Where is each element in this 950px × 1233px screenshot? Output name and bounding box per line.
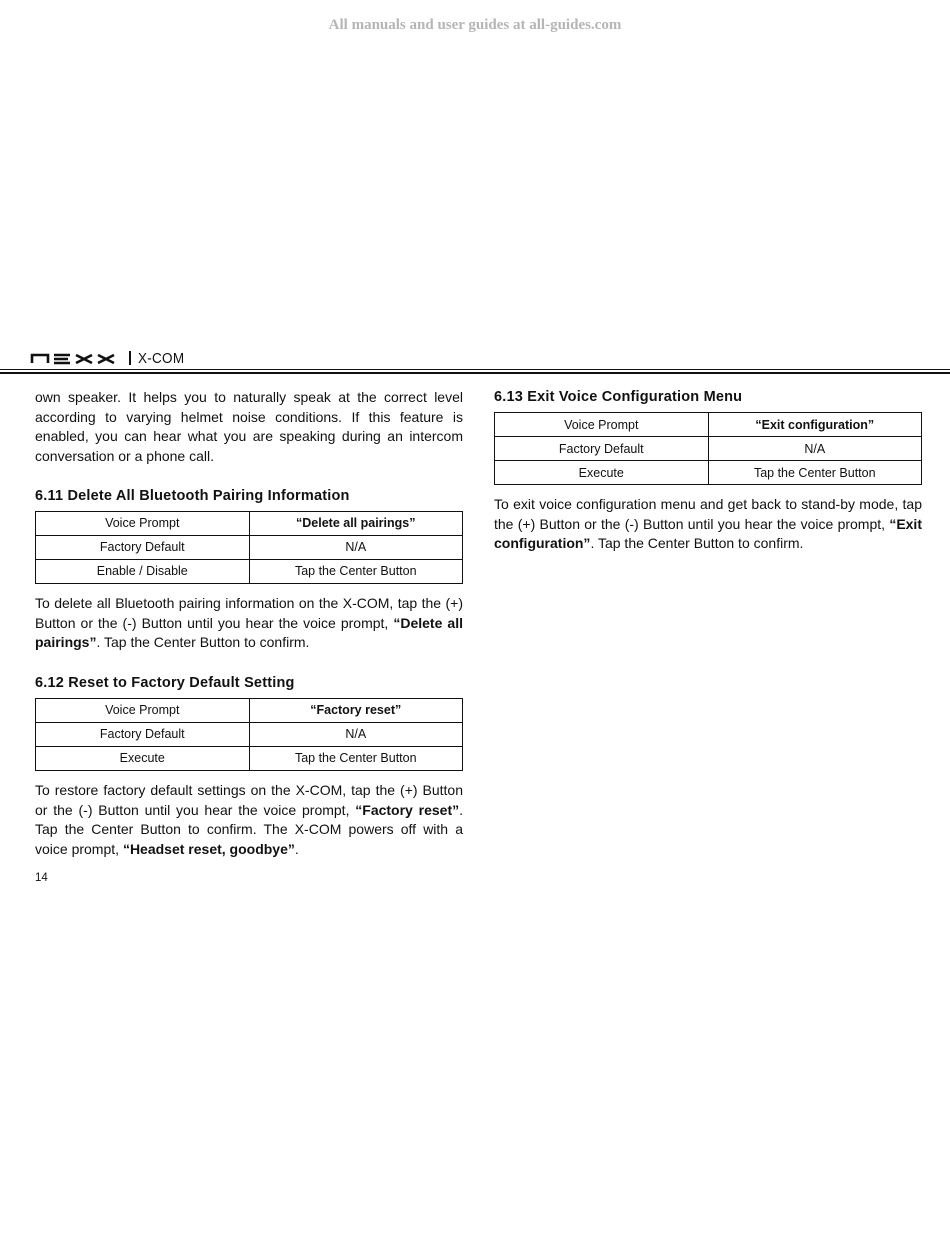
voice-prompt-text: “Headset reset, goodbye” [122, 841, 295, 858]
paragraph-text: To restore factory default settings on the X-COM, tap the (+) Button or the (-) Button until you hear the voice prompt, [35, 781, 463, 818]
table-cell: Voice Prompt [495, 413, 709, 437]
page-number: 14 [35, 872, 48, 884]
table-cell: N/A [249, 722, 463, 746]
section-6-13-title: 6.13 Exit Voice Configuration Menu [494, 389, 743, 405]
section-6-12-paragraph [35, 781, 463, 860]
left-column [35, 388, 463, 860]
table-cell: Voice Prompt [36, 511, 250, 535]
table-row [495, 437, 922, 461]
voice-prompt-text: “Delete all pairings” [35, 614, 464, 651]
voice-prompt-text: “Exit configuration” [494, 515, 922, 552]
table-cell: Tap the Center Button [249, 746, 463, 770]
nexx-logo-icon [30, 351, 126, 365]
paragraph-text: . Tap the Center Button to confirm. [96, 634, 310, 651]
table-cell: Factory Default [36, 535, 250, 559]
table-row [36, 746, 463, 770]
section-6-13-paragraph [494, 495, 922, 554]
intro-paragraph: own speaker. It helps you to naturally speak at the correct level according to varying helmet noise conditions. If this feature is enabled, you can hear what you are speaking during an intercom conversation or a phone call. [35, 389, 463, 465]
table-cell: “Exit configuration” [708, 413, 922, 437]
table-row [495, 413, 922, 437]
table-cell: Tap the Center Button [249, 559, 463, 583]
header-rule-thick [0, 372, 950, 374]
section-6-11-paragraph [35, 594, 463, 653]
section-6-11-table [35, 511, 463, 584]
header-rule-thin [0, 369, 950, 370]
header-separator [129, 351, 131, 365]
paragraph-text: . Tap the Center Button to confirm. [590, 535, 804, 552]
right-column [494, 388, 922, 554]
paragraph-text: . Tap the Center Button to confirm. The X-COM powers off with a voice prompt, [35, 801, 463, 858]
section-6-11-title: 6.11 Delete All Bluetooth Pairing Information [35, 487, 350, 504]
paragraph-text: To exit voice configuration menu and get back to stand-by mode, tap the (+) Button or the (-) Button until you hear the voice prompt, [494, 496, 922, 532]
table-cell: Enable / Disable [36, 559, 250, 583]
section-6-12-table [35, 698, 463, 771]
section-6-13-table [494, 412, 922, 485]
table-cell: Execute [36, 746, 250, 770]
watermark-text: All manuals and user guides at all-guides.com [328, 17, 622, 33]
page-header [30, 347, 190, 369]
table-cell: “Delete all pairings” [249, 511, 463, 535]
table-cell: Factory Default [495, 437, 709, 461]
table-cell: Voice Prompt [36, 698, 250, 722]
voice-prompt-text: “Factory reset” [355, 801, 460, 818]
product-name: X-COM [138, 349, 185, 367]
table-cell: N/A [249, 535, 463, 559]
table-cell: Factory Default [36, 722, 250, 746]
table-row [36, 559, 463, 583]
table-row [36, 722, 463, 746]
paragraph-text: To delete all Bluetooth pairing information on the X-COM, tap the (+) Button or the (-) Button until you hear the voice prompt, [35, 594, 463, 631]
table-row [495, 461, 922, 485]
table-cell: Tap the Center Button [708, 461, 922, 485]
table-row [36, 511, 463, 535]
table-cell: Execute [495, 461, 709, 485]
table-row [36, 698, 463, 722]
table-cell: “Factory reset” [249, 698, 463, 722]
table-cell: N/A [708, 437, 922, 461]
paragraph-text: . [294, 841, 299, 858]
table-row [36, 535, 463, 559]
section-6-12-title: 6.12 Reset to Factory Default Setting [35, 674, 295, 691]
